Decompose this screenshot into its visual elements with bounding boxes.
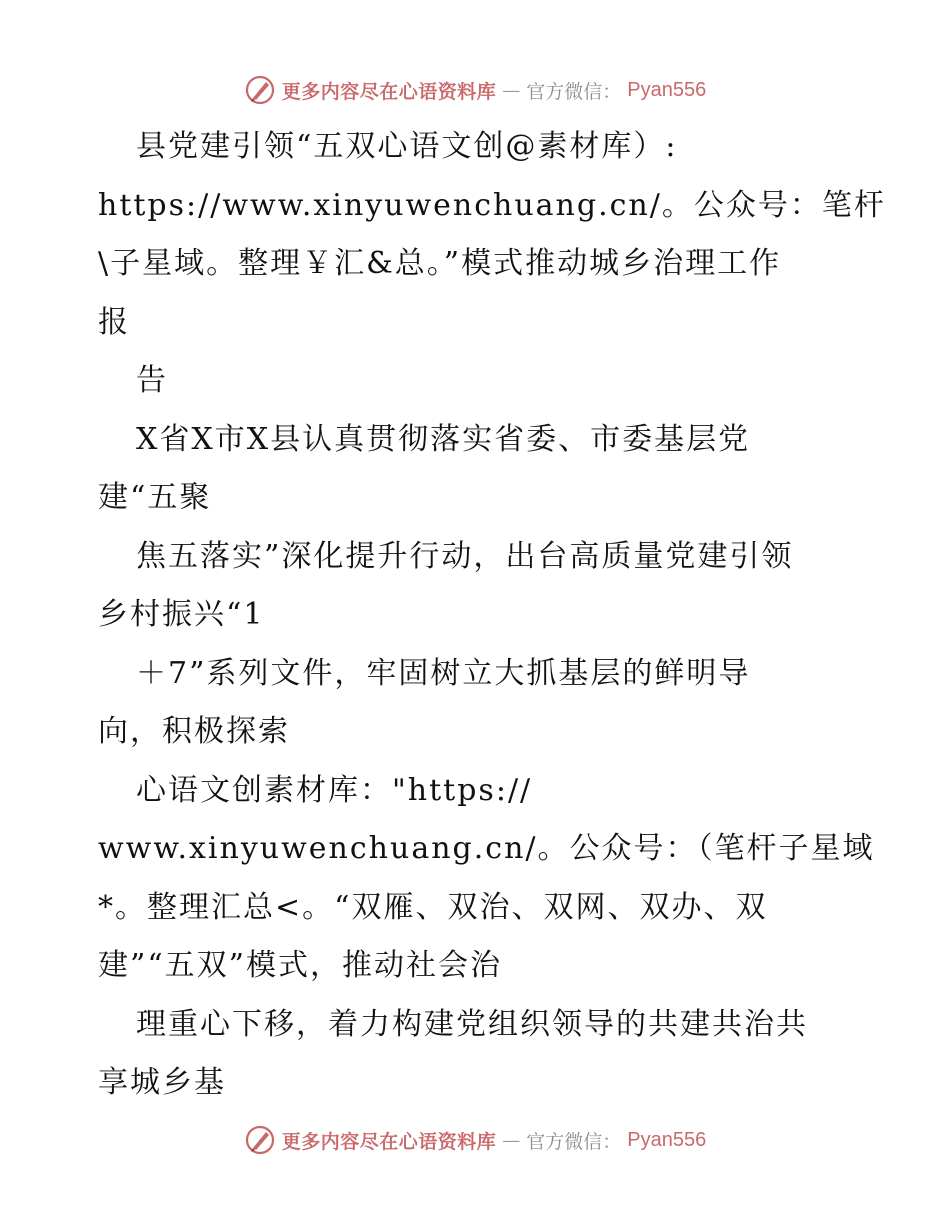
- quill-pen-circle-icon: [244, 1124, 276, 1156]
- text-line: 县党建引领“五双心语文创@素材库）:: [136, 129, 678, 164]
- text-line: X省X市X县认真贯彻落实省委、市委基层党: [136, 421, 751, 457]
- text-line: 告: [136, 363, 168, 398]
- document-body: [98, 118, 886, 1113]
- text-line: *。整理汇总<。“双雁、双治、双网、双办、双: [98, 889, 768, 925]
- text-line: 焦五落实”深化提升行动，出台高质量党建引领: [136, 538, 794, 574]
- text-line: 享城乡基: [98, 1065, 226, 1100]
- text-line: 建”“五双”模式，推动社会治: [98, 948, 503, 983]
- text-line: www.xinyuwenchuang.cn/。公众号：（笔杆子星域: [98, 831, 875, 866]
- header-brand-text: 更多内容尽在心语资料库: [281, 80, 497, 103]
- header-separator: —: [502, 79, 521, 101]
- footer-wechat-label: 官方微信：: [526, 1130, 622, 1153]
- footer-banner: [0, 1120, 950, 1160]
- footer-brand-text: 更多内容尽在心语资料库: [281, 1130, 497, 1153]
- text-line: 心语文创素材库："https://: [136, 772, 533, 808]
- text-line: 建“五聚: [98, 480, 212, 515]
- header-banner: [0, 70, 950, 110]
- text-line: 向，积极探索: [98, 714, 290, 749]
- quill-pen-circle-icon: [244, 74, 276, 106]
- header-wechat-label: 官方微信：: [526, 80, 622, 103]
- text-line: https://www.xinyuwenchuang.cn/。公众号：笔杆: [98, 187, 886, 223]
- text-line: 理重心下移，着力构建党组织领导的共建共治共: [136, 1006, 808, 1042]
- footer-wechat-id: Pyan556: [627, 1128, 707, 1151]
- text-line: ＋7”系列文件，牢固树立大抓基层的鲜明导: [136, 655, 751, 691]
- text-line: 乡村振兴“1: [98, 597, 265, 632]
- text-line: \子星域。整理￥汇&总。”模式推动城乡治理工作: [98, 246, 782, 281]
- header-wechat-id: Pyan556: [627, 78, 707, 101]
- text-line: 报: [98, 304, 130, 340]
- footer-separator: —: [502, 1129, 521, 1151]
